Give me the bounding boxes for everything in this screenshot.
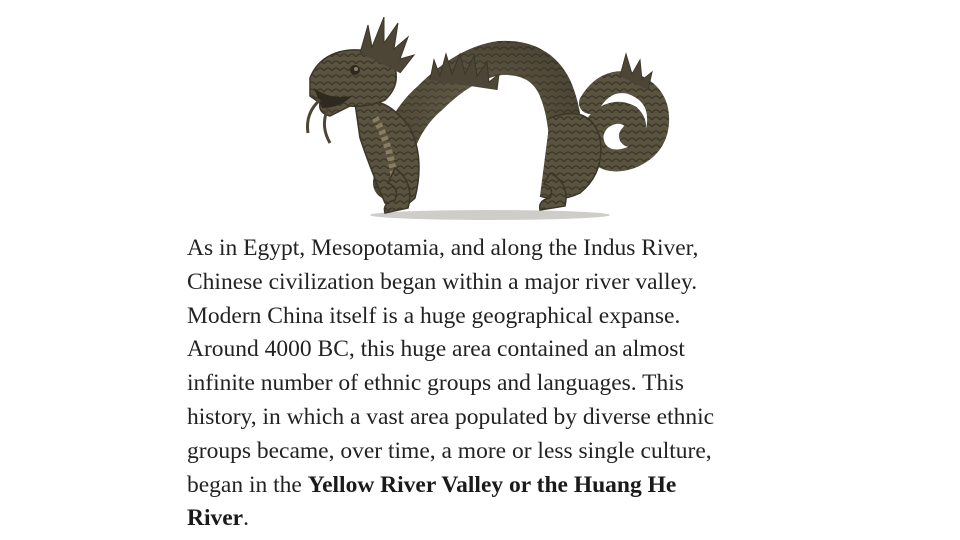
dragon-statue-image bbox=[300, 8, 672, 222]
body-line-8-prefix: began in the bbox=[187, 471, 308, 498]
body-line-8 bbox=[187, 469, 837, 503]
body-line-9-suffix: . bbox=[243, 505, 249, 532]
body-line-6: history, in which a vast area populated by diverse ethnic bbox=[187, 403, 715, 430]
body-line-2: Chinese civilization began within a major river valley. bbox=[187, 268, 698, 295]
body-line-3: Modern China itself is a huge geographical expanse. bbox=[187, 302, 681, 329]
body-line-1: As in Egypt, Mesopotamia, and along the Indus River, bbox=[187, 235, 699, 261]
body-line-7: groups became, over time, a more or less single culture, bbox=[187, 437, 712, 464]
highlight-river: River bbox=[187, 505, 244, 532]
body-line-5: infinite number of ethnic groups and languages. This bbox=[187, 370, 684, 397]
highlight-yellow-river: Yellow River Valley or the Huang He bbox=[307, 471, 677, 498]
body-line-4: Around 4000 BC, this huge area contained an almost bbox=[187, 336, 685, 363]
body-paragraph bbox=[187, 232, 837, 536]
body-line-9 bbox=[187, 502, 837, 536]
